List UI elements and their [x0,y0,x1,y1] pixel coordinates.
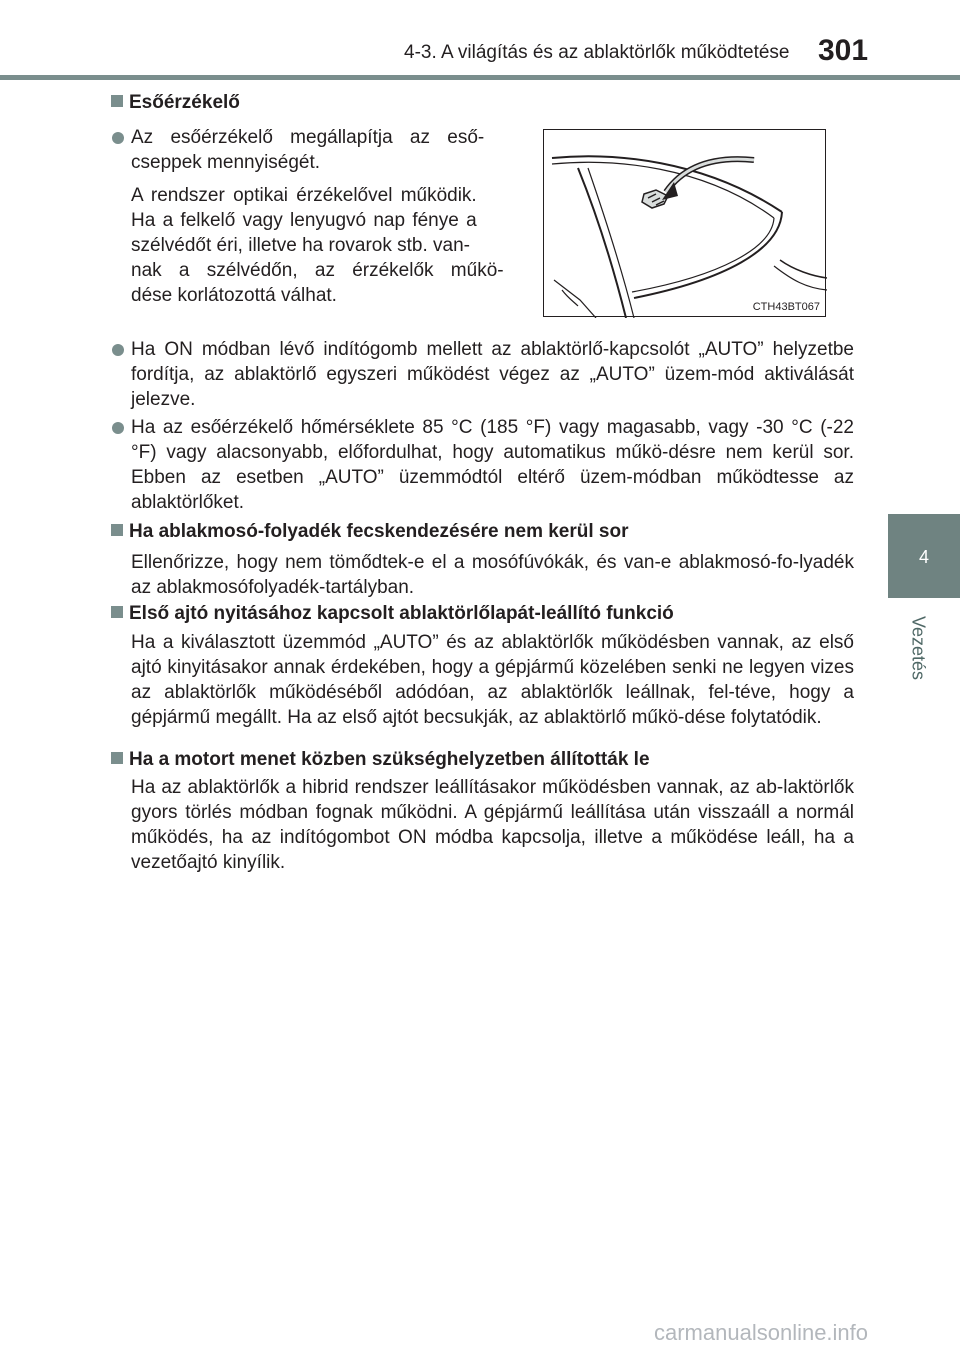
text-line: cseppek mennyiségét. [131,152,321,173]
rain-sensor-note [131,183,521,308]
chapter-label-container [904,608,932,688]
bullet-rain-sensor-intro [131,125,521,175]
windshield-rain-sensor-icon [544,130,827,318]
front-door-text: Ha a kiválasztott üzemmód „AUTO” és az ablaktörlők működésben vannak, az első ajtó kinyitásakor annak érdekében, hogy a gépjármű közelében senki ne legyen vizes az ablaktörlők működéséből adódóan, az ablaktörlők leállnak, fel-téve, hogy a gépjármű megállt. Ha az első ajtót becsukják, az ablaktörlő műkö-dése folytatódik. [131,632,854,728]
section-heading-front-door: Első ajtó nyitásához kapcsolt ablaktörlőlapát-leállító funkció [111,603,674,625]
washer-text: Ellenőrizze, hogy nem tömődtek-e el a mosófúvókák, és van-e ablakmosó-fo-lyadék az ablakmosófolyadék-tartályban. [131,552,854,598]
square-bullet-icon [111,95,123,107]
section-heading-engine-stop: Ha a motort menet közben szükséghelyzetben állították le [111,749,650,771]
bullet-temperature: Ha az esőérzékelő hőmérséklete 85 °C (185 °F) vagy magasabb, vagy -30 °C (-22 °F) vagy alacsonyabb, előfordulhat, hogy automatikus műkö-désre nem kerül sor. Ebben az esetben „AUTO” üzemmódtól eltérő üzem-módban működtesse az ablaktörlőket. [131,415,854,515]
square-bullet-icon [111,606,123,618]
header-title: 4-3. A világítás és az ablaktörlők működtetése [404,42,790,63]
circle-bullet-icon [112,132,124,144]
chapter-label: Vezetés [908,615,929,681]
section-heading-washer: Ha ablakmosó-folyadék fecskendezésére nem kerül sor [111,521,629,543]
chapter-tab [888,514,960,598]
figure-code: CTH43BT067 [752,301,820,313]
square-bullet-icon [111,752,123,764]
text-line: Az esőérzékelő megállapítja az eső- [131,127,485,148]
header-rule [0,75,960,80]
text-line: A rendszer optikai érzékelővel működik. [131,185,477,206]
page-number: 301 [818,34,869,67]
section-heading-rain-sensor: Esőérzékelő [111,92,240,114]
watermark: carmanualsonline.info [654,1320,869,1345]
engine-stop-text: Ha az ablaktörlők a hibrid rendszer leállításakor működésben vannak, az ab-laktörlők gyors törlés módban fognak működni. A gépjármű leállítása után visszaáll a normál működés, ha az indítógombot ON módba kapcsolja, illetve a működése leáll, ha a vezetőajtó kinyílik. [131,777,854,873]
circle-bullet-icon [112,422,124,434]
text-line: dése korlátozottá válhat. [131,285,337,306]
bullet-auto-mode: Ha ON módban lévő indítógomb mellett az ablaktörlő-kapcsolót „AUTO” helyzetbe fordítja, az ablaktörlő egyszeri működést végez az „AUTO” üzem-mód aktiválását jelezve. [131,337,854,412]
square-bullet-icon [111,524,123,536]
chapter-number: 4 [918,547,929,567]
text-line: Ha a felkelő vagy lenyugvó nap fénye a [131,210,477,231]
circle-bullet-icon [112,344,124,356]
windshield-illustration [543,129,826,317]
text-line: nak a szélvédőn, az érzékelők műkö- [131,260,504,281]
text-line: szélvédőt éri, illetve ha rovarok stb. van- [131,235,470,256]
